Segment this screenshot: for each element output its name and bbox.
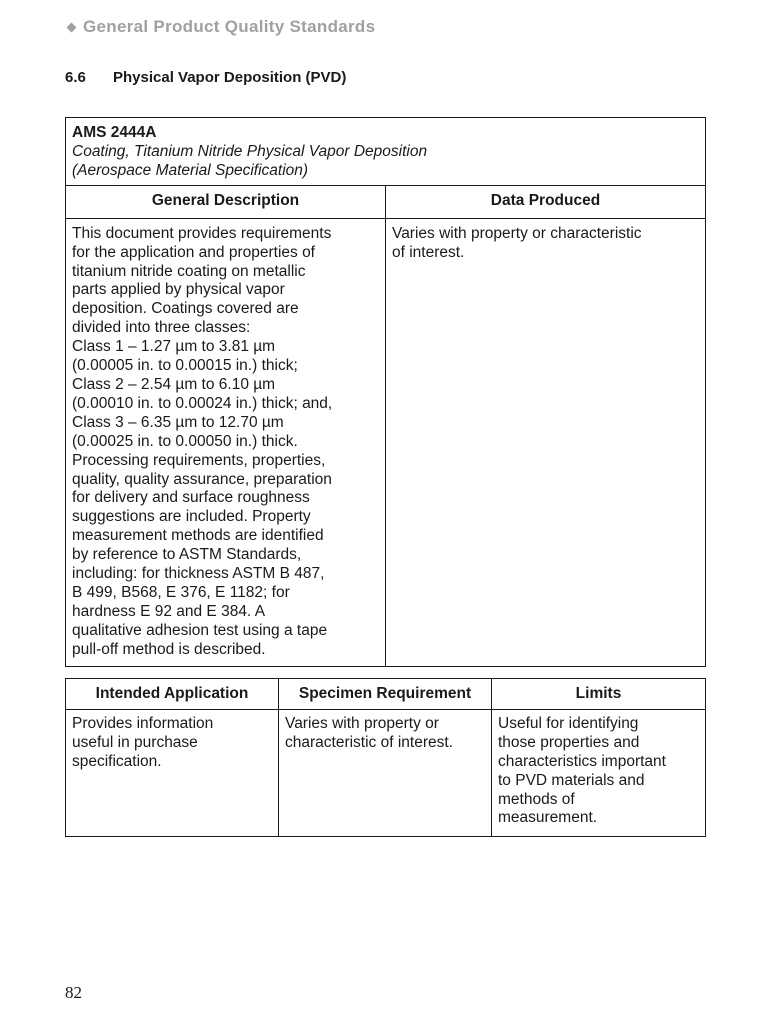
text-line: divided into three classes:	[72, 319, 251, 337]
text-line: to PVD materials and	[498, 771, 645, 789]
text-line: including: for thickness ASTM B 487,	[72, 565, 325, 583]
text-line: Class 1 – 1.27 µm to 3.81 µm	[72, 338, 276, 356]
text-line: Useful for identifying	[498, 714, 639, 732]
text-line: Provides information	[72, 714, 214, 732]
text-line: by reference to ASTM Standards,	[72, 546, 302, 564]
text-line: specification.	[72, 752, 162, 770]
application-body-row	[66, 709, 706, 836]
text-line: parts applied by physical vapor	[72, 281, 285, 299]
text-line: for the application and properties of	[72, 243, 315, 261]
main-body-row	[66, 218, 706, 666]
text-line: methods of	[498, 790, 575, 808]
text-line: This document provides requirements	[72, 224, 332, 242]
text-line: of interest.	[392, 243, 465, 261]
text-line: deposition. Coatings covered are	[72, 300, 299, 318]
spec-title: Coating, Titanium Nitride Physical Vapor Deposition	[72, 142, 428, 160]
column-header-intended-application: Intended Application	[66, 679, 279, 710]
text-line: those properties and	[498, 733, 640, 751]
section-title: Physical Vapor Deposition (PVD)	[113, 69, 347, 86]
text-line: Varies with property or	[285, 714, 439, 732]
section-heading	[65, 69, 346, 86]
intended-application-cell	[66, 709, 279, 836]
spec-title-row	[66, 118, 706, 186]
specimen-requirement-cell	[279, 709, 492, 836]
diamond-bullet-icon	[67, 23, 77, 33]
text-line: qualitative adhesion test using a tape	[72, 621, 328, 639]
text-line: Varies with property or characteristic	[392, 224, 642, 242]
spec-subtitle: (Aerospace Material Specification)	[72, 161, 309, 179]
text-line: quality, quality assurance, preparation	[72, 470, 332, 488]
text-line: measurement.	[498, 809, 598, 827]
text-line: pull-off method is described.	[72, 640, 266, 658]
text-line: (0.00010 in. to 0.00024 in.) thick; and,	[72, 394, 333, 412]
spec-summary-table	[65, 117, 706, 667]
text-line: suggestions are included. Property	[72, 508, 311, 526]
main-header-row	[66, 185, 706, 218]
application-table	[65, 678, 706, 837]
text-line: characteristics important	[498, 752, 666, 770]
column-header-data-produced: Data Produced	[386, 185, 706, 218]
column-header-general-description: General Description	[66, 185, 386, 218]
general-description-cell	[66, 218, 386, 666]
text-line: Processing requirements, properties,	[72, 451, 326, 469]
text-line: (0.00025 in. to 0.00050 in.) thick.	[72, 432, 298, 450]
limits-cell	[492, 709, 706, 836]
text-line: characteristic of interest.	[285, 733, 453, 751]
running-header-text: General Product Quality Standards	[83, 17, 376, 36]
spec-code: AMS 2444A	[72, 124, 157, 141]
application-header-row	[66, 679, 706, 710]
data-produced-cell	[386, 218, 706, 666]
text-line: titanium nitride coating on metallic	[72, 262, 306, 280]
text-line: B 499, B568, E 376, E 1182; for	[72, 583, 290, 601]
text-line: for delivery and surface roughness	[72, 489, 310, 507]
text-line: measurement methods are identified	[72, 527, 324, 545]
text-line: Class 2 – 2.54 µm to 6.10 µm	[72, 375, 276, 393]
running-header	[68, 17, 375, 37]
text-line: useful in purchase	[72, 733, 198, 751]
column-header-specimen-requirement: Specimen Requirement	[279, 679, 492, 710]
spec-title-cell	[66, 118, 706, 186]
text-line: (0.00005 in. to 0.00015 in.) thick;	[72, 357, 298, 375]
text-line: hardness E 92 and E 384. A	[72, 602, 266, 620]
section-number: 6.6	[65, 69, 86, 86]
column-header-limits: Limits	[492, 679, 706, 710]
text-line: Class 3 – 6.35 µm to 12.70 µm	[72, 413, 284, 431]
page-number: 82	[65, 983, 82, 1002]
